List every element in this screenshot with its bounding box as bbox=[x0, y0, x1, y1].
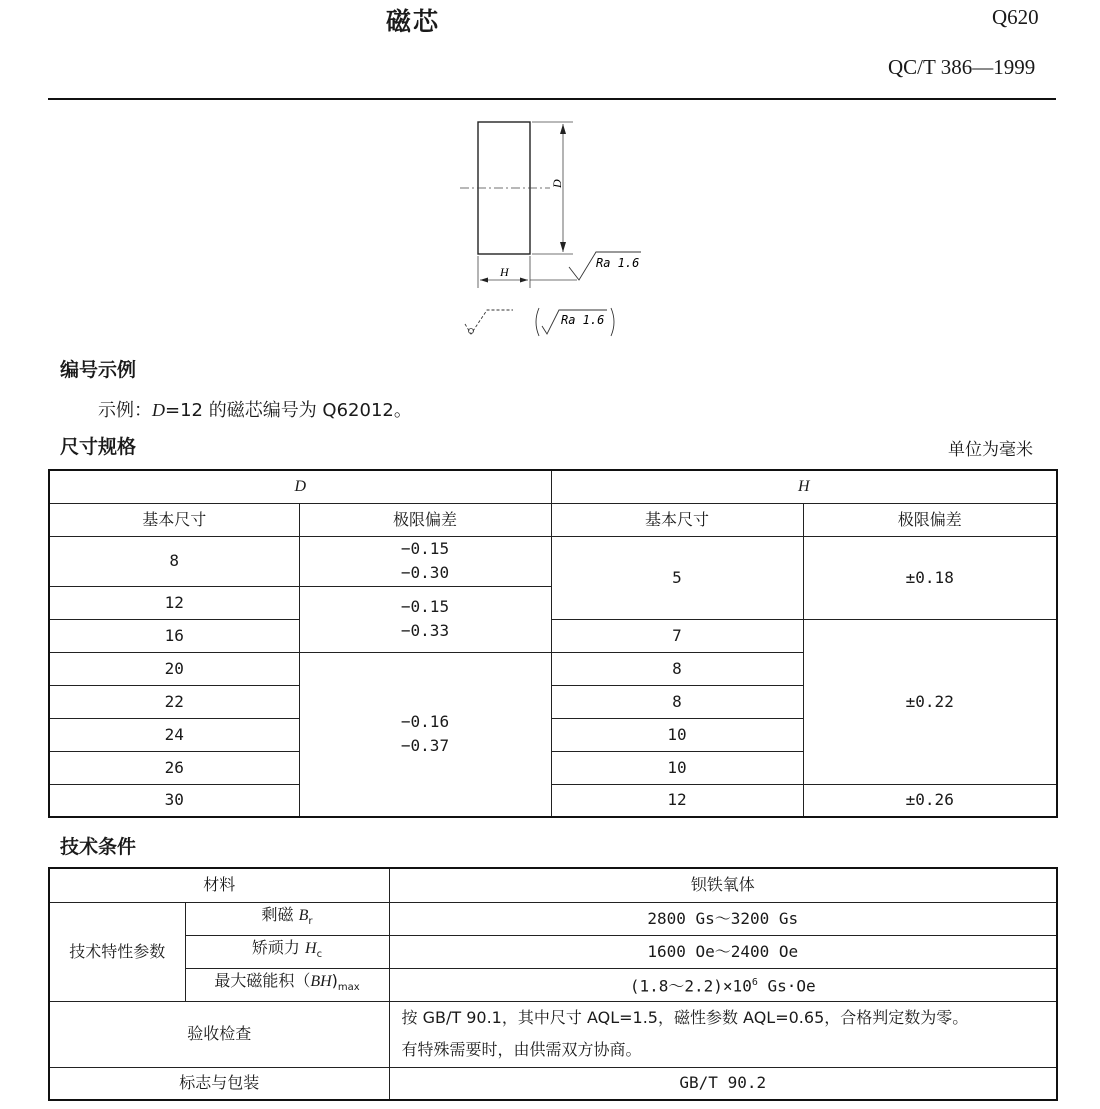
core-drawing bbox=[455, 112, 655, 347]
col-d-header: D bbox=[49, 470, 551, 503]
inspection-value: 按 GB/T 90.1，其中尺寸 AQL=1.5，磁性参数 AQL=0.65，合格判定数为零。 有特殊需要时，由供需双方协商。 bbox=[389, 1001, 1057, 1067]
d-tol-cell: −0.16 −0.37 bbox=[299, 652, 551, 817]
param-value: $(1.8\sim 2.2)\times 10^6$ Gs·Oe bbox=[389, 968, 1057, 1001]
d-tol-cell: −0.15 −0.30 bbox=[299, 536, 551, 586]
h-basic-cell: 8 bbox=[551, 685, 803, 718]
header-rule bbox=[48, 98, 1056, 100]
example-rest: =12 的磁芯编号为 Q62012。 bbox=[165, 400, 412, 421]
h-tol-cell: ±0.26 bbox=[803, 784, 1057, 817]
page-title: 磁芯 bbox=[386, 7, 441, 36]
param-value: 2800 Gs～3200 Gs bbox=[389, 902, 1057, 935]
col-h-header: H bbox=[551, 470, 1057, 503]
size-table bbox=[48, 469, 1058, 818]
param-name: 剩磁 $B_r$ bbox=[185, 902, 389, 935]
h-basic-cell: 5 bbox=[551, 536, 803, 619]
standard-number: QC/T 386—1999 bbox=[888, 55, 1036, 79]
part-code: Q620 bbox=[992, 5, 1039, 29]
d-basic-cell: 12 bbox=[49, 586, 299, 619]
h-tol-header: 极限偏差 bbox=[803, 503, 1057, 536]
param-value: 1600 Oe～2400 Oe bbox=[389, 935, 1057, 968]
d-basic-cell: 16 bbox=[49, 619, 299, 652]
d-tol-cell: −0.15 −0.33 bbox=[299, 586, 551, 652]
param-group-label: 技术特性参数 bbox=[49, 902, 185, 1001]
roughness-paren-label: Ra 1.6 bbox=[561, 313, 605, 327]
example-variable: D bbox=[152, 400, 165, 420]
d-basic-header: 基本尺寸 bbox=[49, 503, 299, 536]
h-tol-cell: ±0.18 bbox=[803, 536, 1057, 619]
d-basic-cell: 20 bbox=[49, 652, 299, 685]
d-basic-cell: 22 bbox=[49, 685, 299, 718]
h-basic-cell: 7 bbox=[551, 619, 803, 652]
d-basic-cell: 24 bbox=[49, 718, 299, 751]
example-prefix: 示例： bbox=[98, 400, 152, 421]
tech-heading: 技术条件 bbox=[60, 836, 137, 858]
roughness-label: Ra 1.6 bbox=[596, 256, 640, 270]
d-tol-header: 极限偏差 bbox=[299, 503, 551, 536]
dim-h-label: H bbox=[500, 265, 509, 279]
d-basic-cell: 30 bbox=[49, 784, 299, 817]
tech-table bbox=[48, 867, 1058, 1101]
dim-d-label: D bbox=[550, 179, 564, 188]
h-tol-cell: ±0.22 bbox=[803, 619, 1057, 784]
d-basic-cell: 26 bbox=[49, 751, 299, 784]
h-basic-cell: 10 bbox=[551, 751, 803, 784]
h-basic-header: 基本尺寸 bbox=[551, 503, 803, 536]
example-text bbox=[98, 396, 412, 422]
d-basic-cell: 8 bbox=[49, 536, 299, 586]
h-basic-cell: 12 bbox=[551, 784, 803, 817]
h-basic-cell: 10 bbox=[551, 718, 803, 751]
example-heading: 编号示例 bbox=[60, 359, 137, 381]
material-value: 钡铁氧体 bbox=[389, 868, 1057, 902]
param-name: 矫顽力 $H_c$ bbox=[185, 935, 389, 968]
param-name: 最大磁能积$(BH)_{max}$ bbox=[185, 968, 389, 1001]
marking-label: 标志与包装 bbox=[49, 1067, 389, 1100]
material-label: 材料 bbox=[49, 868, 389, 902]
inspection-label: 验收检查 bbox=[49, 1001, 389, 1067]
unit-note: 单位为毫米 bbox=[948, 440, 1033, 460]
h-basic-cell: 8 bbox=[551, 652, 803, 685]
marking-value: GB/T 90.2 bbox=[389, 1067, 1057, 1100]
size-heading: 尺寸规格 bbox=[60, 436, 137, 458]
